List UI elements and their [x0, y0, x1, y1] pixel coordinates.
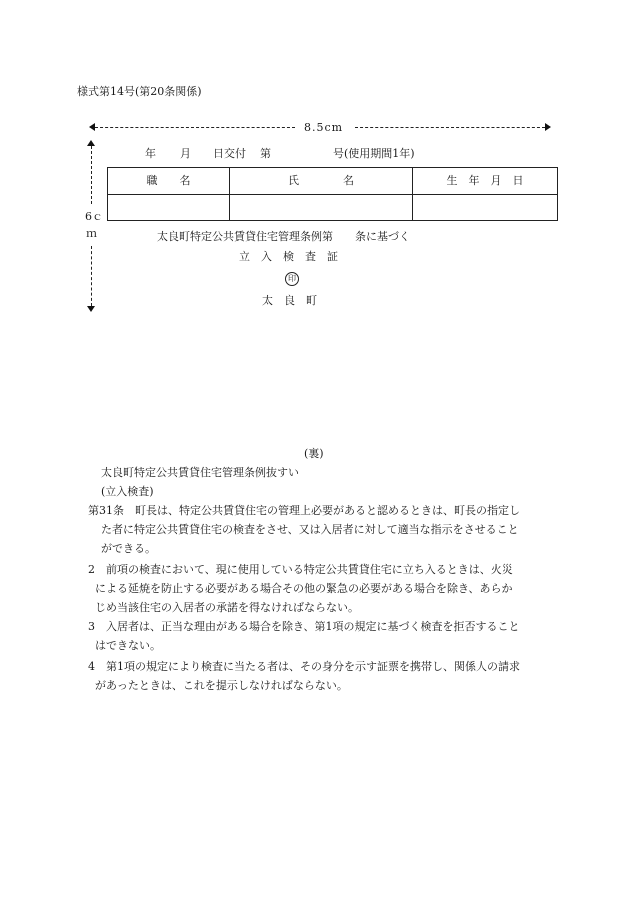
- column-name: 氏 名: [230, 168, 413, 195]
- width-dimension-line-left: [95, 127, 295, 128]
- width-dimension-line-right: [355, 127, 545, 128]
- issuer-name: 太 良 町: [262, 294, 317, 307]
- back-side-label: (裏): [304, 447, 324, 460]
- ordinance-excerpt-title: 太良町特定公共賃貸住宅管理条例抜すい: [101, 466, 299, 479]
- height-dimension-line-bottom: [91, 246, 92, 306]
- height-arrow-down-icon: [87, 306, 95, 312]
- height-label-top: 6ｃ: [85, 210, 103, 223]
- paragraph-3-line-1: 3 入居者は、正当な理由がある場合を除き、第1項の規定に基づく検査を拒否すること: [88, 620, 520, 633]
- position-cell: [108, 195, 230, 221]
- column-position: 職 名: [108, 168, 230, 195]
- height-dimension-line-top: [91, 146, 92, 204]
- paragraph-4-line-1: 4 第1項の規定により検査に当たる者は、その身分を示す証票を携帯し、関係人の請求: [88, 660, 520, 673]
- inspector-table: [107, 167, 558, 221]
- form-number: 様式第14号(第20条関係): [77, 85, 202, 98]
- article-31-line-2: た者に特定公共賃貸住宅の検査をさせ、又は入居者に対して適当な指示をさせること: [101, 523, 519, 536]
- height-label-bottom: ｍ: [86, 227, 97, 240]
- paragraph-2-line-2: による延焼を防止する必要がある場合その他の緊急の必要がある場合を除き、あらか: [95, 582, 513, 595]
- card-title: 立 入 検 査 証: [239, 250, 338, 263]
- ordinance-basis: 太良町特定公共賃貸住宅管理条例第 条に基づく: [157, 230, 410, 243]
- issue-dai: 第: [260, 147, 271, 160]
- paragraph-2-line-1: 2 前項の検査において、現に使用している特定公共賃貸住宅に立ち入るときは、火災: [88, 563, 513, 576]
- article-31-line-3: ができる。: [101, 542, 156, 555]
- width-arrow-right-icon: [545, 123, 551, 131]
- article-31-line-1: 第31条 町長は、特定公共賃貸住宅の管理上必要があると認めるときは、町長の指定し: [88, 504, 520, 517]
- seal-stamp: 印: [285, 272, 299, 286]
- issue-month: 月: [180, 147, 191, 160]
- column-birthdate: 生 年 月 日: [413, 168, 558, 195]
- birthdate-cell: [413, 195, 558, 221]
- paragraph-2-line-3: じめ当該住宅の入居者の承諾を得なければならない。: [95, 601, 359, 614]
- width-label: 8.5cm: [304, 121, 344, 134]
- issue-day: 日交付: [213, 147, 246, 160]
- paragraph-4-line-2: があったときは、これを提示しなければならない。: [95, 679, 348, 692]
- issue-year: 年: [145, 147, 156, 160]
- paragraph-3-line-2: はできない。: [95, 639, 161, 652]
- name-cell: [230, 195, 413, 221]
- issue-number-period: 号(使用期間1年): [333, 147, 415, 160]
- article-heading: (立入検査): [101, 485, 154, 498]
